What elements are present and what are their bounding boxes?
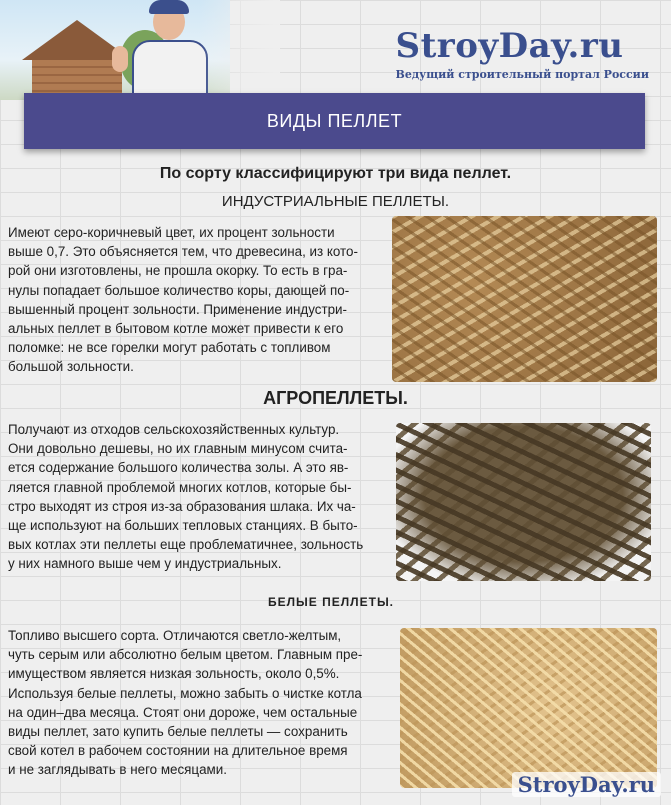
text-line: стро выходят из строя из-за образования шлака. Их ча- — [8, 498, 356, 514]
worker-body — [132, 40, 208, 100]
text-line: альных пеллет в бытовом котле может привести к его — [8, 321, 344, 337]
banner-title: ВИДЫ ПЕЛЛЕТ — [266, 110, 403, 131]
header — [0, 0, 671, 100]
section-text-agro — [8, 420, 394, 574]
text-line: большой зольности. — [8, 359, 134, 375]
section-title-agro: АГРОПЕЛЛЕТЫ. — [263, 388, 408, 408]
text-line: вых котлах эти пеллеты еще проблематичнее, зольность — [8, 537, 364, 553]
text-line: ляется главной проблемой многих котлов, которые бы- — [8, 479, 352, 495]
text-line: Используя белые пеллеты, можно забыть о чистке котла — [8, 685, 362, 701]
text-line: выше 0,7. Это объясняется тем, что древесина, из кото- — [8, 244, 358, 260]
text-line: Имеют серо-коричневый цвет, их процент зольности — [8, 225, 335, 240]
text-line: нулы попадает большое количество коры, дающей по- — [8, 282, 350, 298]
text-line: на один–два месяца. Стоят они дороже, чем остальные — [8, 704, 358, 720]
text-line: поломке: не все горелки могут работать с топливом — [8, 340, 331, 356]
text-line: ще используют на больших тепловых станциях. В быто- — [8, 518, 358, 534]
text-line: рой они изготовлены, не прошла окорку. То есть в гра- — [8, 263, 348, 279]
watermark-logo: StroyDay.ru — [512, 772, 661, 797]
logo-text[interactable]: StroyDay.ru — [395, 26, 624, 66]
text-line: Топливо высшего сорта. Отличаются светло-желтым, — [8, 628, 342, 643]
intro-text: По сорту классифицируют три вида пеллет. — [159, 165, 512, 182]
logo-tagline: Ведущий строительный портал России — [395, 68, 649, 81]
text-line: и не заглядывать в него месяцами. — [8, 762, 227, 778]
text-line: виды пеллет, зато купить белые пеллеты — сохранить — [8, 724, 348, 740]
text-line: Они довольно дешевы, но их главным минусом счита- — [8, 441, 348, 457]
section-title-white: БЕЛЫЕ ПЕЛЛЕТЫ. — [268, 595, 395, 609]
section-title-industrial: ИНДУСТРИАЛЬНЫЕ ПЕЛЛЕТЫ. — [221, 193, 450, 210]
text-line: имуществом является низкая зольность, около 0,5%. — [8, 666, 340, 682]
section-text-industrial — [8, 223, 386, 377]
header-fade — [200, 0, 280, 100]
industrial-pellets-photo — [392, 216, 657, 382]
text-line: ется содержание большого количества золы. А это яв- — [8, 460, 349, 476]
title-banner — [24, 93, 645, 149]
text-line: у них намного выше чем у индустриальных. — [8, 556, 282, 572]
site-logo[interactable] — [396, 26, 649, 81]
agro-pellets-photo — [396, 423, 651, 581]
white-pellets-photo — [400, 628, 657, 788]
text-line: Получают из отходов сельскохозяйственных культур. — [8, 422, 340, 437]
text-line: свой котел в рабочем состоянии на длительное время — [8, 743, 348, 759]
worker-cap — [149, 0, 189, 14]
section-text-white — [8, 626, 392, 780]
text-line: вышенный процент зольности. Применение индустри- — [8, 301, 347, 317]
thumbs-up-icon — [112, 46, 128, 72]
header-illustration — [0, 0, 230, 100]
text-line: чуть серым или абсолютно белым цветом. Главным пре- — [8, 647, 363, 663]
